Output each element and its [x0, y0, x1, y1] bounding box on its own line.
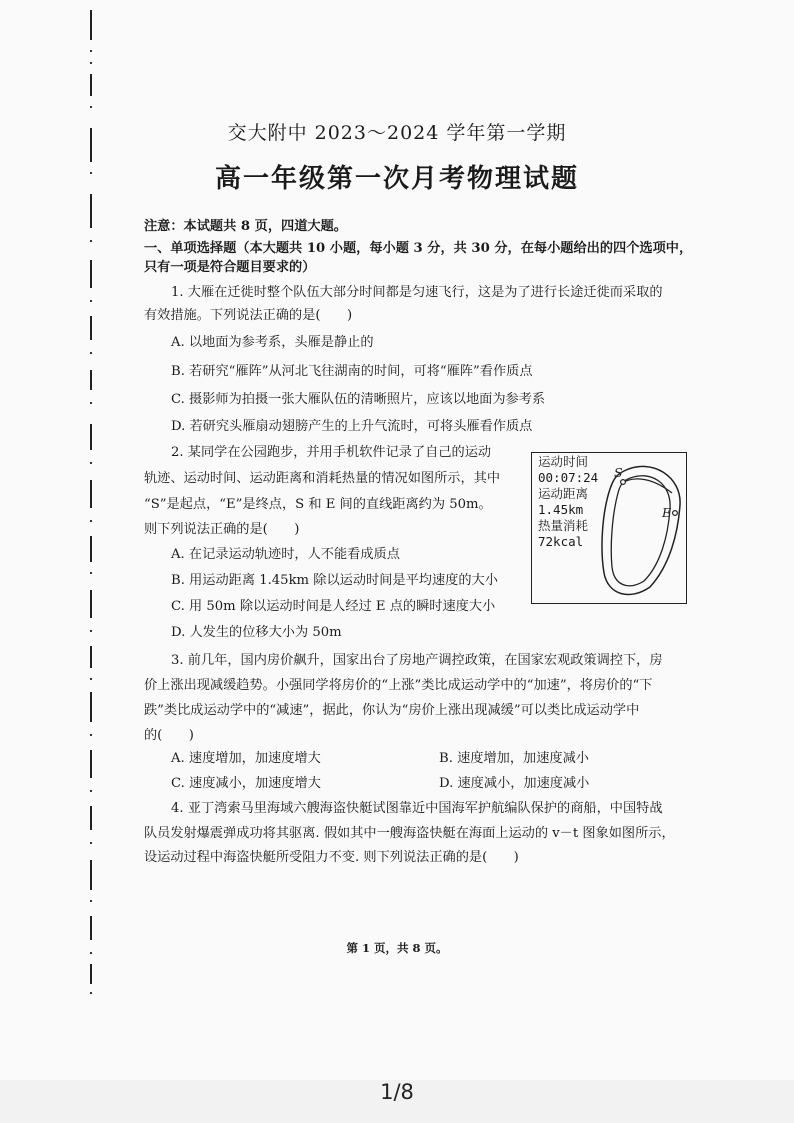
running-track-inner	[611, 476, 670, 586]
q2-stem-cont-1: 轨迹、运动时间、运动距离和消耗热量的情况如图所示，其中	[144, 471, 501, 486]
q4-stem: 4. 亚丁湾索马里海域六艘海盗快艇试图靠近中国海军护航编队保护的商船，中国特战	[171, 801, 663, 816]
calorie-value: 72kcal	[538, 534, 584, 549]
start-label: S	[614, 465, 623, 480]
q1-option-b: B. 若研究“雁阵”从河北飞往湖南的时间，可将“雁阵”看作质点	[171, 364, 533, 379]
exam-title: 高一年级第一次月考物理试题	[214, 164, 579, 194]
q3-stem-cont-1: 价上涨出现减缓趋势。小强同学将房价的“上涨”类比成运动学中的“加速”，将房价的“下	[144, 678, 653, 693]
run-time-label: 运动时间	[538, 454, 589, 469]
calorie-label: 热量消耗	[538, 518, 589, 533]
run-distance-label: 运动距离	[538, 486, 589, 501]
running-app-figure	[531, 452, 687, 604]
q1-stem-cont: 有效措施。下列说法正确的是( )	[144, 308, 353, 323]
q3-option-d: D. 速度减小，加速度减小	[439, 776, 590, 791]
q3-stem: 3. 前几年，国内房价飙升，国家出台了房地产调控政策，在国家宏观政策调控下，房	[171, 653, 663, 668]
q2-option-b: B. 用运动距离 1.45km 除以运动时间是平均速度的大小	[171, 573, 498, 588]
q2-stem-cont-3: 则下列说法正确的是( )	[144, 522, 300, 537]
q4-stem-cont-1: 队员发射爆震弹成功将其驱离. 假如其中一艘海盗快艇在海面上运动的 v－t 图象如图所示，	[144, 826, 675, 841]
q1-option-c: C. 摄影师为拍摄一张大雁队伍的清晰照片，应该以地面为参考系	[171, 392, 546, 407]
q3-option-c: C. 速度减小，加速度增大	[171, 776, 321, 791]
q2-option-a: A. 在记录运动轨迹时，人不能看成质点	[171, 547, 400, 562]
q2-stem: 2. 某同学在公园跑步，并用手机软件记录了自己的运动	[171, 445, 492, 460]
q3-stem-cont-2: 跌”类比成运动学中的“减速”，据此，你认为“房价上涨出现减缓”可以类比成运动学中	[144, 703, 640, 718]
run-distance-value: 1.45km	[538, 502, 584, 517]
q3-option-b: B. 速度增加，加速度减小	[439, 751, 589, 766]
q1-option-a: A. 以地面为参考系，头雁是静止的	[171, 335, 374, 350]
q2-option-d: D. 人发生的位移大小为 50m	[171, 625, 342, 640]
section-heading-cont: 只有一项是符合题目要求的）	[144, 260, 316, 275]
end-label: E	[662, 505, 672, 520]
q1-stem: 1. 大雁在迁徙时整个队伍大部分时间都是匀速飞行，这是为了进行长途迁徙而采取的	[171, 285, 663, 300]
section-heading: 一、单项选择题（本大题共 10 小题，每小题 3 分，共 30 分，在每小题给出的四个选项中，	[144, 241, 693, 256]
q4-stem-cont-2: 设运动过程中海盗快艇所受阻力不变. 则下列说法正确的是( )	[144, 850, 519, 865]
page-counter: 1/8	[380, 1080, 414, 1104]
page-footer: 第 1 页，共 8 页。	[346, 941, 448, 955]
run-time-value: 00:07:24	[538, 470, 599, 485]
school-term-title: 交大附中 2023～2024 学年第一学期	[227, 122, 567, 144]
exam-notice: 注意：本试题共 8 页，四道大题。	[144, 219, 347, 234]
q3-option-a: A. 速度增加，加速度增大	[171, 751, 321, 766]
q2-option-c: C. 用 50m 除以运动时间是人经过 E 点的瞬时速度大小	[171, 599, 496, 614]
q2-stem-cont-2: “S”是起点，“E”是终点，S 和 E 间的直线距离约为 50m。	[144, 497, 492, 512]
q3-stem-cont-3: 的( )	[144, 728, 194, 743]
end-point	[673, 511, 678, 516]
q1-option-d: D. 若研究头雁扇动翅膀产生的上升气流时，可将头雁看作质点	[171, 419, 533, 434]
